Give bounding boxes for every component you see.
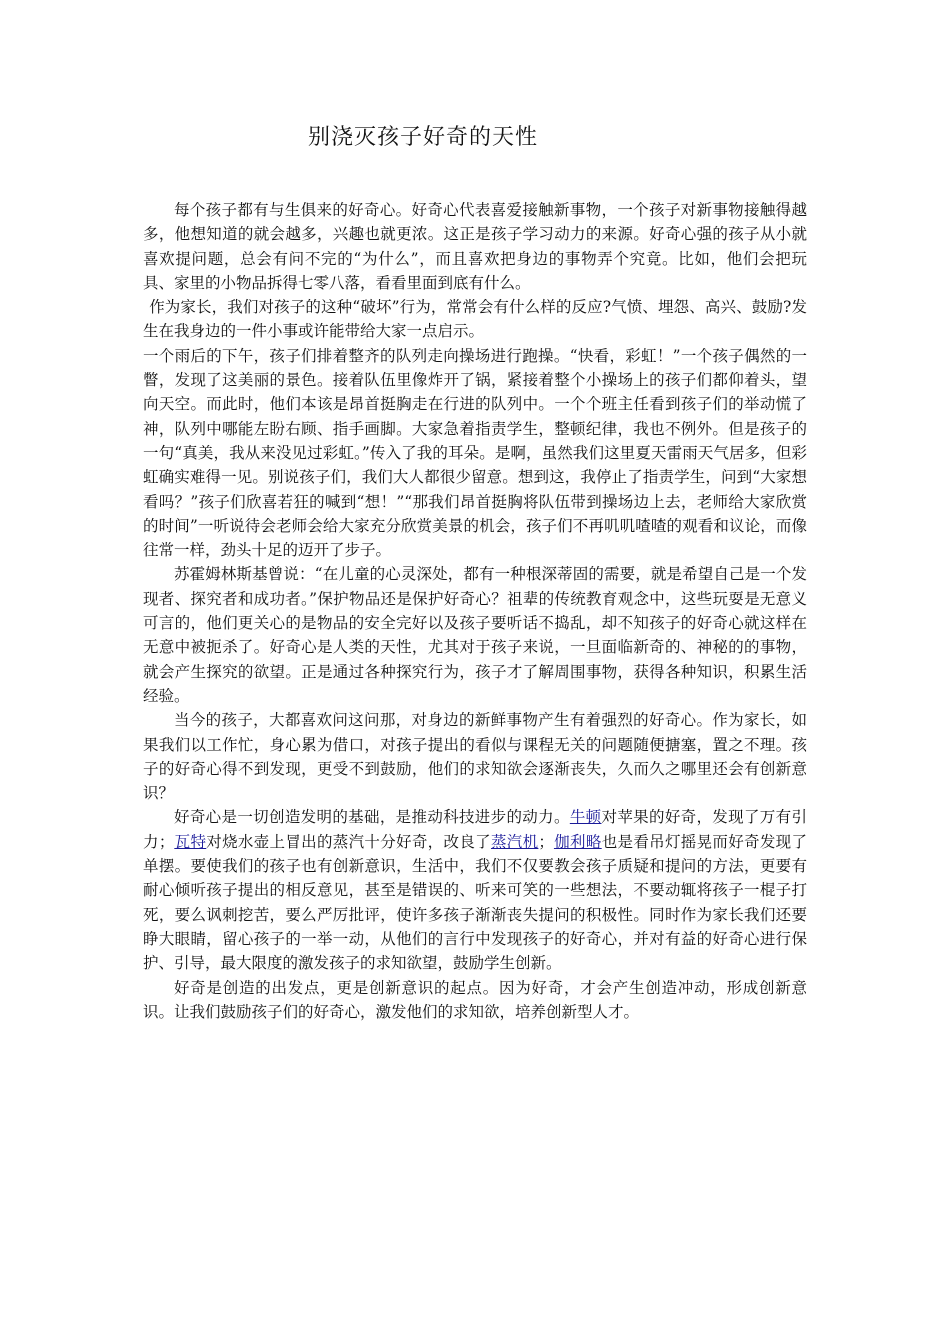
paragraph-3: 一个雨后的下午，孩子们排着整齐的队列走向操场进行跑操。“快看，彩虹！”一个孩子偶然的一瞥，发现了这美丽的景色。接着队伍里像炸开了锅，紧接着整个小操场上的孩子们都仰着头，望向天空。而此时，他们本该是昂首挺胸走在行进的队列中。一个个班主任看到孩子们的举动慌了神，队列中哪能左盼右顾、指手画脚。大家急着指责学生，整顿纪律，我也不例外。但是孩子的一句“真美，我从来没见过彩虹。”传入了我的耳朵。是啊，虽然我们这里夏天雷雨天气居多，但彩虹确实难得一见。别说孩子们，我们大人都很少留意。想到这，我停止了指责学生，问到“大家想看吗？”孩子们欣喜若狂的喊到“想！”“那我们昂首挺胸将队伍带到操场边上去，老师给大家欣赏的时间”一听说待会老师会给大家充分欣赏美景的机会，孩子们不再叽叽喳喳的观看和议论，而像往常一样，劲头十足的迈开了步子。 [143,346,807,560]
link-galileo[interactable]: 伽利略 [553,832,602,851]
paragraph-6 [143,805,807,975]
paragraph-4: 苏霍姆林斯基曾说：“在儿童的心灵深处，都有一种根深蒂固的需要，就是希望自己是一个发现者、探究者和成功者。”保护物品还是保护好奇心？祖辈的传统教育观念中，这些玩耍是无意义可言的，他们更关心的是物品的安全完好以及孩子要听话不捣乱，却不知孩子的好奇心就这样在无意中被扼杀了。好奇心是人类的天性，尤其对于孩子来说，一旦面临新奇的、神秘的的事物，就会产生探究的欲望。正是通过各种探究行为，孩子才了解周围事物，获得各种知识，积累生活经验。 [143,565,807,705]
paragraph-1: 每个孩子都有与生俱来的好奇心。好奇心代表喜爱接触新事物，一个孩子对新事物接触得越多，他想知道的就会越多，兴趣也就更浓。这正是孩子学习动力的来源。好奇心强的孩子从小就喜欢提问题，总会有问不完的“为什么”，而且喜欢把身边的事物弄个究竟。比如，他们会把玩具、家里的小物品拆得七零八落，看看里面到底有什么。 [143,201,807,292]
document-body [143,198,807,1024]
link-watt[interactable]: 瓦特 [174,832,207,851]
paragraph-6-text: ； [538,832,554,851]
paragraph-7: 好奇是创造的出发点，更是创新意识的起点。因为好奇，才会产生创造冲动，形成创新意识。让我们鼓励孩子们的好奇心，激发他们的求知欲，培养创新型人才。 [143,978,807,1021]
paragraph-6-text: 对苹果的好奇，发现了万有引力； [143,808,807,851]
link-newton[interactable]: 牛顿 [569,808,602,827]
paragraph-6-text: 对烧水壶上冒出的蒸汽十分好奇，改良了 [206,832,491,851]
link-steam-engine[interactable]: 蒸汽机 [490,832,539,851]
document-title: 别浇灭孩子好奇的天性 [307,125,538,150]
paragraph-6-text: 也是看吊灯摇晃而好奇发现了单摆。要使我们的孩子也有创新意识，生活中，我们不仅要教会孩子质疑和提问的方法，更要有耐心倾听孩子提出的相反意见，甚至是错误的、听来可笑的一些想法，不要动辄将孩子一棍子打死，要么讽刺挖苦，要么严厉批评，使许多孩子渐渐丧失提问的积极性。同时作为家长我们还要睁大眼睛，留心孩子的一举一动，从他们的言行中发现孩子的好奇心，并对有益的好奇心进行保护、引导，最大限度的激发孩子的求知欲望，鼓励学生创新。 [143,832,807,973]
paragraph-2: 作为家长，我们对孩子的这种“破坏”行为，常常会有什么样的反应?气愤、埋怨、高兴、鼓励?发生在我身边的一件小事或许能带给大家一点启示。 [143,298,807,341]
paragraph-6-text: 好奇心是一切创造发明的基础，是推动科技进步的动力。 [174,808,570,827]
paragraph-5: 当今的孩子，大都喜欢问这问那，对身边的新鲜事物产生有着强烈的好奇心。作为家长，如果我们以工作忙，身心累为借口，对孩子提出的看似与课程无关的问题随便搪塞，置之不理。孩子的好奇心得不到发现，更受不到鼓励，他们的求知欲会逐渐丧失，久而久之哪里还会有创新意识？ [143,711,807,803]
